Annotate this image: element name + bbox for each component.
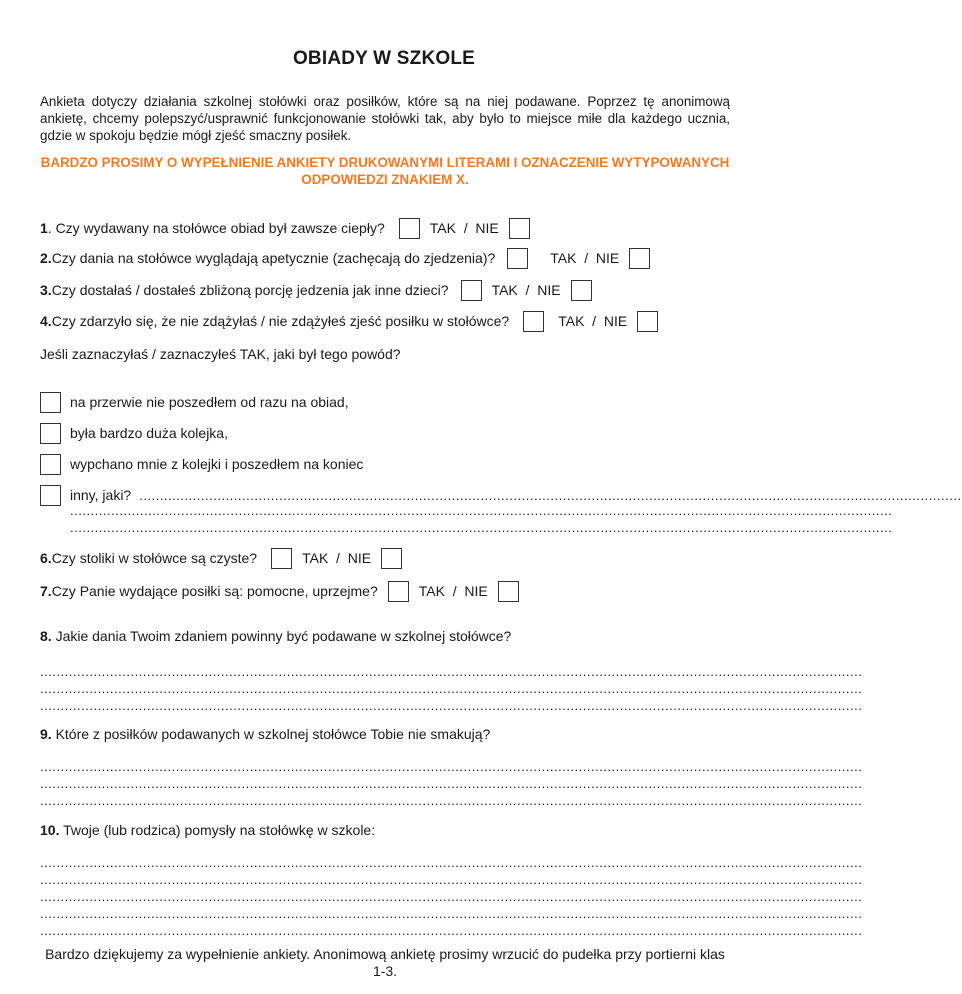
reason-prompt: Jeśli zaznaczyłaś / zaznaczyłeś TAK, jaki był tego powód? [40, 346, 401, 362]
question-3-text: Czy dostałaś / dostałeś zbliżoną porcję jedzenia jak inne dzieci? [51, 282, 449, 298]
question-2-checkbox-left[interactable] [507, 248, 528, 269]
answer-line[interactable]: ........................................................................................................................................................................................................ [70, 520, 893, 535]
answer-line[interactable]: ........................................................................................................................................................................................................ [40, 681, 863, 696]
question-4-number: 4. [40, 313, 52, 329]
question-9-number: 9. [40, 726, 52, 742]
reason-option-3 [40, 452, 363, 476]
answer-line[interactable]: ........................................................................................................................................................................................................ [40, 793, 863, 808]
question-2 [40, 246, 650, 270]
answer-line[interactable]: ........................................................................................................................................................................................................ [139, 487, 962, 503]
instruction-notice: BARDZO PROSIMY O WYPEŁNIENIE ANKIETY DRUKOWANYMI LITERAMI I OZNACZENIE WYTYPOWANYCH ODPOWIEDZI ZNAKIEM X. [40, 155, 730, 187]
answer-line[interactable]: ........................................................................................................................................................................................................ [40, 872, 863, 887]
reason-option-4-checkbox[interactable] [40, 485, 61, 506]
question-3-checkbox-left[interactable] [461, 280, 482, 301]
reason-option-1-label: na przerwie nie poszedłem od razu na obiad, [70, 394, 349, 410]
question-1-yes-no: TAK / NIE [429, 220, 499, 236]
thank-you-note: Bardzo dziękujemy za wypełnienie ankiety. Anonimową ankietę prosimy wrzucić do pudełka przy portierni klas 1-3. [45, 946, 725, 979]
answer-line[interactable]: ........................................................................................................................................................................................................ [40, 855, 863, 870]
question-7-yes-no: TAK / NIE [418, 583, 488, 599]
answer-line[interactable]: ........................................................................................................................................................................................................ [40, 923, 863, 938]
question-3-checkbox-right[interactable] [571, 280, 592, 301]
question-6-checkbox-left[interactable] [271, 548, 292, 569]
page-title: OBIADY W SZKOLE [292, 48, 476, 69]
question-1-checkbox-left[interactable] [399, 218, 420, 239]
question-6-text: Czy stoliki w stołówce są czyste? [51, 550, 258, 566]
answer-line[interactable]: ........................................................................................................................................................................................................ [40, 759, 863, 774]
reason-option-3-label: wypchano mnie z kolejki i poszedłem na koniec [70, 456, 364, 472]
question-9 [40, 726, 490, 742]
question-4-yes-no: TAK / NIE [558, 313, 628, 329]
question-6-yes-no: TAK / NIE [302, 550, 372, 566]
question-2-number: 2. [40, 250, 52, 266]
answer-line[interactable]: ........................................................................................................................................................................................................ [40, 664, 863, 679]
question-7-text: Czy Panie wydające posiłki są: pomocne, uprzejme? [51, 583, 378, 599]
question-3-number: 3. [40, 282, 52, 298]
answer-line[interactable]: ........................................................................................................................................................................................................ [70, 503, 893, 518]
question-4 [40, 309, 658, 333]
question-4-checkbox-left[interactable] [523, 311, 544, 332]
question-4-text: Czy zdarzyło się, że nie zdążyłaś / nie zdążyłeś zjeść posiłku w stołówce? [51, 313, 510, 329]
question-2-checkbox-right[interactable] [629, 248, 650, 269]
question-4-checkbox-right[interactable] [637, 311, 658, 332]
question-1-number: 1 [40, 220, 48, 236]
question-7-checkbox-left[interactable] [388, 581, 409, 602]
question-1 [40, 216, 530, 240]
answer-line[interactable]: ........................................................................................................................................................................................................ [40, 889, 863, 904]
question-8 [40, 628, 511, 644]
question-2-yes-no: TAK / NIE [550, 250, 620, 266]
reason-option-3-checkbox[interactable] [40, 454, 61, 475]
question-3 [40, 278, 592, 302]
reason-option-1-checkbox[interactable] [40, 392, 61, 413]
question-10-number: 10. [40, 822, 60, 838]
question-1-checkbox-right[interactable] [509, 218, 530, 239]
question-10 [40, 822, 375, 838]
question-10-text: Twoje (lub rodzica) pomysły na stołówkę w szkole: [59, 822, 376, 838]
question-9-text: Które z posiłków podawanych w szkolnej stołówce Tobie nie smakują? [51, 726, 491, 742]
question-6-number: 6. [40, 550, 52, 566]
question-6 [40, 546, 402, 570]
question-7 [40, 579, 519, 603]
reason-option-1 [40, 390, 349, 414]
question-8-text: Jakie dania Twoim zdaniem powinny być podawane w szkolnej stołówce? [51, 628, 512, 644]
question-1-text: . Czy wydawany na stołówce obiad był zawsze ciepły? [47, 220, 385, 236]
intro-paragraph: Ankieta dotyczy działania szkolnej stołówki oraz posiłków, które są na niej podawane. Poprzez tę anonimową ankietę, chcemy polepszyć/usprawnić funkcjonowanie stołówki tak, aby było to miejsce miłe dla każdego ucznia, gdzie w spokoju będzie mógł zjeść smaczny posiłek. [40, 94, 730, 143]
answer-line[interactable]: ........................................................................................................................................................................................................ [40, 776, 863, 791]
answer-line[interactable]: ........................................................................................................................................................................................................ [40, 906, 863, 921]
question-2-text: Czy dania na stołówce wyglądają apetycznie (zachęcają do zjedzenia)? [51, 250, 496, 266]
reason-option-2-checkbox[interactable] [40, 423, 61, 444]
reason-option-2-label: była bardzo duża kolejka, [70, 425, 228, 441]
question-8-number: 8. [40, 628, 52, 644]
answer-line[interactable]: ........................................................................................................................................................................................................ [40, 698, 863, 713]
question-7-number: 7. [40, 583, 52, 599]
question-7-checkbox-right[interactable] [498, 581, 519, 602]
reason-option-4-label: inny, jaki? [70, 487, 132, 503]
question-3-yes-no: TAK / NIE [491, 282, 561, 298]
question-6-checkbox-right[interactable] [381, 548, 402, 569]
reason-option-2 [40, 421, 228, 445]
